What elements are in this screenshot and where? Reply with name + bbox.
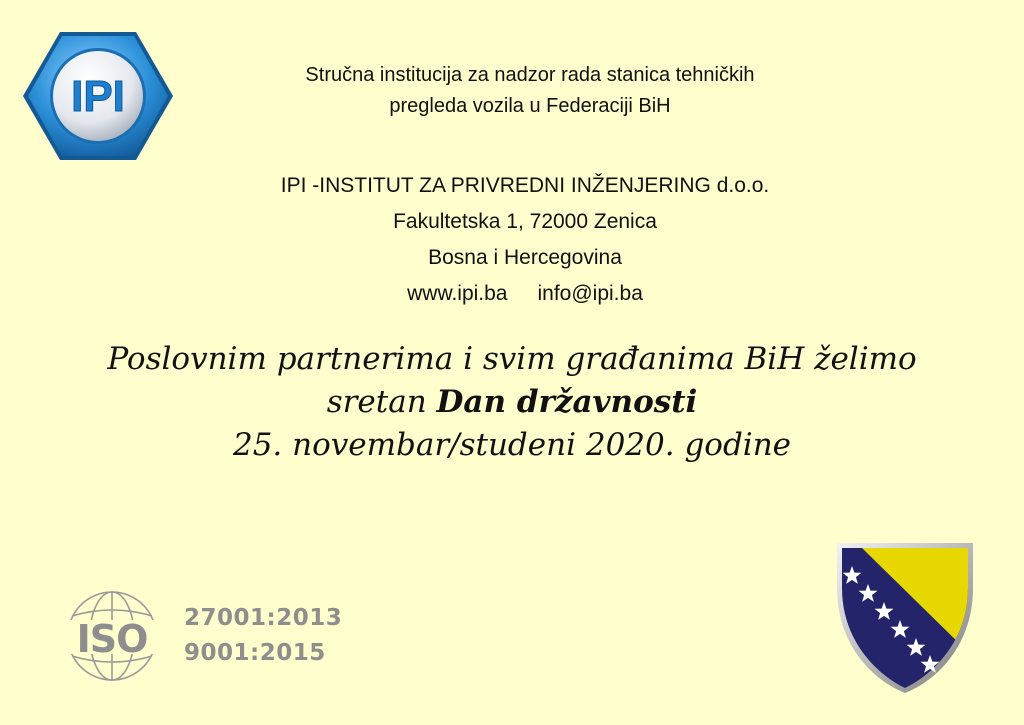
bih-coat-of-arms [834,540,976,694]
greeting-message [0,338,1024,467]
org-country: Bosna i Hercegovina [428,246,622,269]
greeting-holiday: Dan državnosti [436,384,698,420]
email-link[interactable]: info@ipi.ba [537,282,643,305]
greeting-prefix: sretan [326,384,437,420]
logo-text: IPI [71,72,125,121]
subtitle-line-1: Stručna institucija za nadzor rada stanica tehničkih [305,64,755,86]
org-name: IPI -INSTITUT ZA PRIVREDNI INŽENJERING d.o.o. [280,174,770,197]
website-link[interactable]: www.ipi.ba [407,282,508,305]
iso-standard-1: 27001:2013 [184,605,343,631]
iso-standards [184,601,342,671]
greeting-date: 25. novembar/studeni 2020. godine [232,427,792,463]
org-contact [130,276,920,312]
subtitle-line-2: pregleda vozila u Federaciji BiH [389,95,671,117]
iso-label: ISO [76,617,148,661]
iso-globe-logo [52,590,172,682]
institution-subtitle [150,60,910,122]
organization-block [130,168,920,312]
greeting-line-1: Poslovnim partnerima i svim građanima BiH želimo [107,341,917,377]
org-address: Fakultetska 1, 72000 Zenica [393,210,657,233]
iso-standard-2: 9001:2015 [184,640,326,666]
greeting-line-2 [0,381,1024,424]
